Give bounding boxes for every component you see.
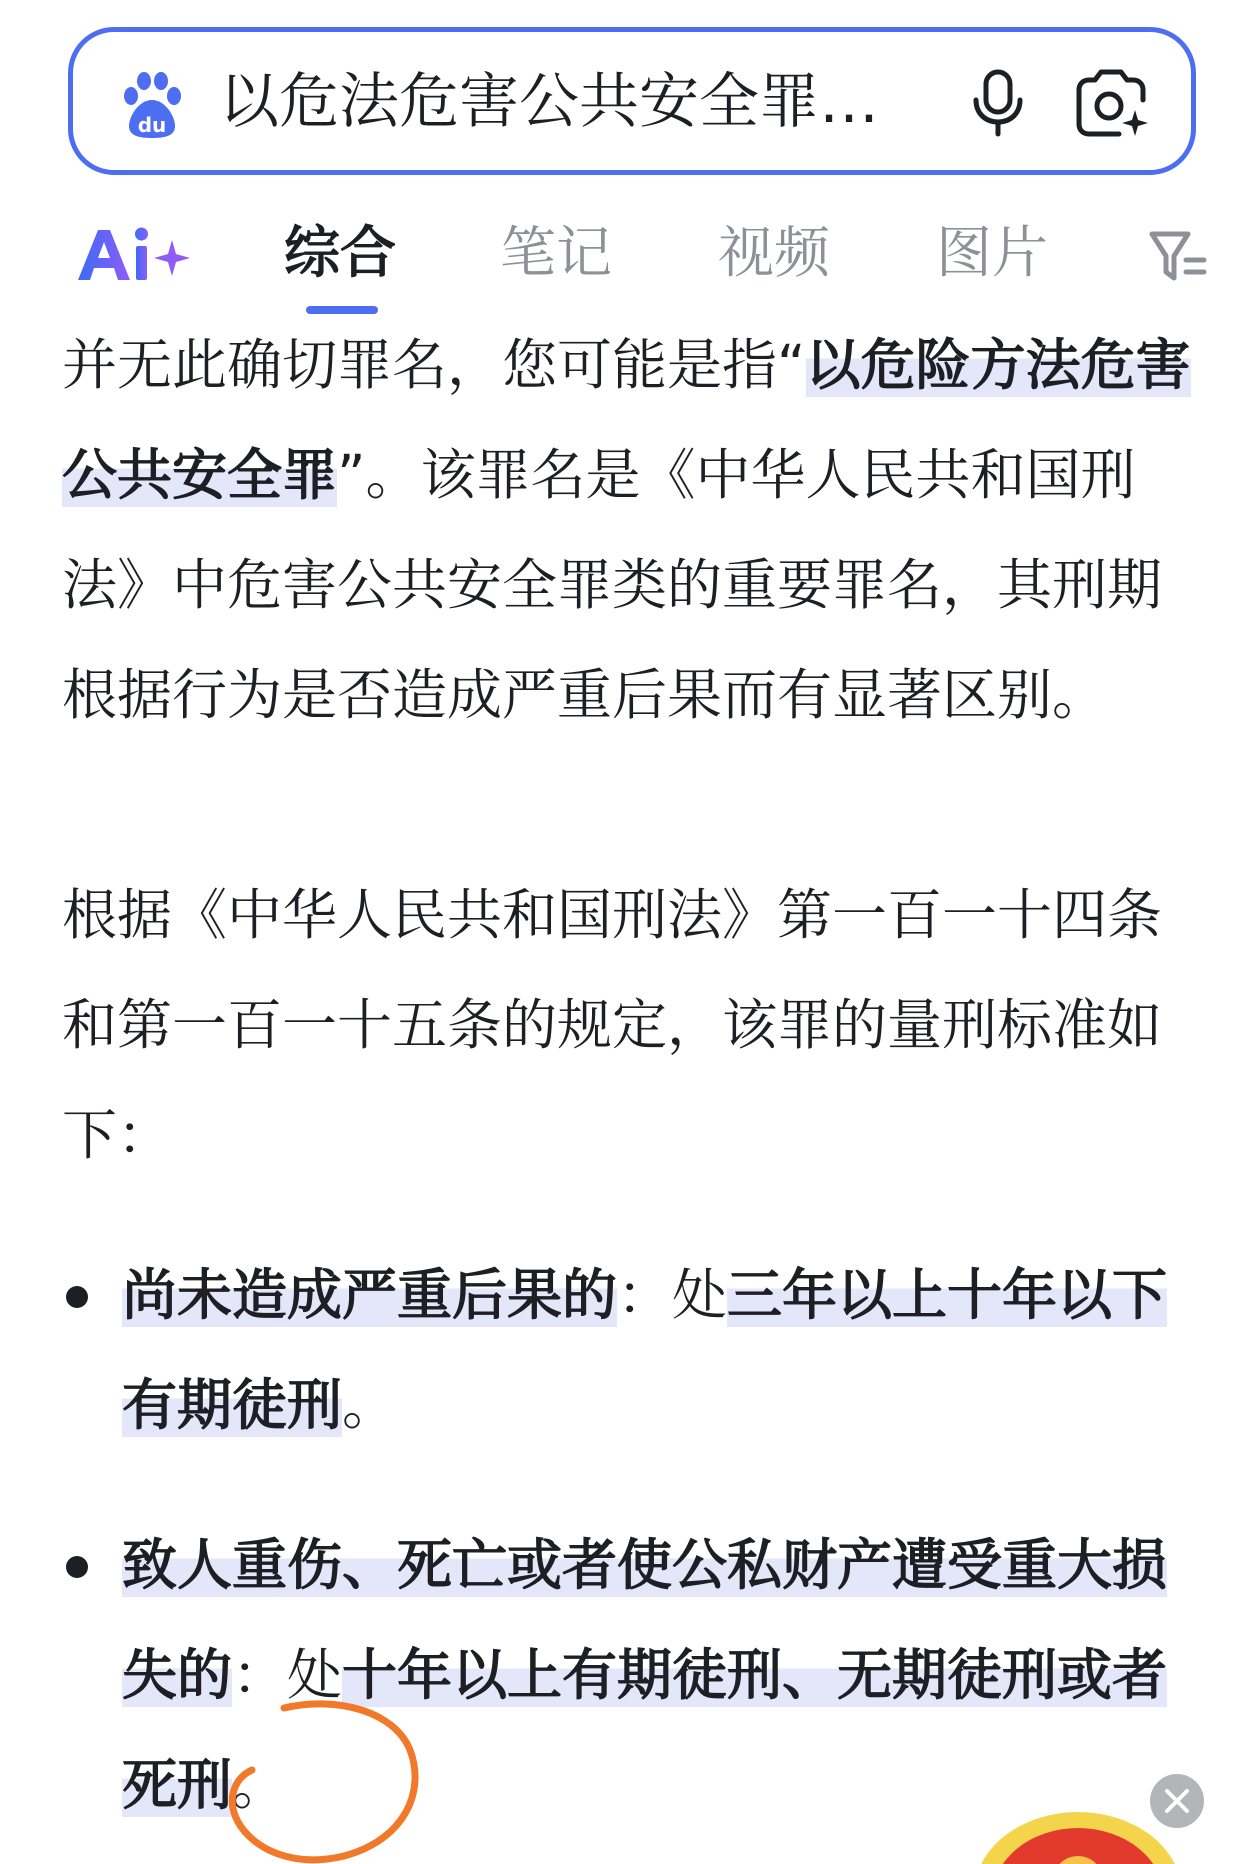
sentencing-list [62,1240,1212,1840]
search-bar[interactable] [68,27,1196,175]
tab-comprehensive[interactable]: 综合 [284,221,396,286]
camera-search-icon[interactable] [1073,66,1149,142]
highlighted-crime-name: 以危险方法危害公共安全罪 [62,333,1191,507]
bullet-dot [66,1556,88,1578]
tab-images[interactable]: 图片 [936,221,1048,286]
microphone-icon[interactable] [968,68,1028,138]
filter-icon[interactable] [1148,226,1208,286]
baidu-paw-icon [117,70,187,140]
tab-videos[interactable]: 视频 [718,221,830,286]
answer-paragraph-basis: 根据《中华人民共和国刑法》第一百一十四条和第一百一十五条的规定，该罪的量刑标准如下： [62,883,1163,1167]
search-input[interactable]: 以危法危害公共安全罪… [219,67,879,137]
ai-plus-icon[interactable] [74,222,192,288]
tab-bar [0,200,1260,310]
list-item: 尚未造成严重后果的：处三年以上十年以下有期徒刑。 [62,1240,1212,1460]
floating-promo-widget[interactable] [968,1808,1188,1864]
tab-notes[interactable]: 笔记 [500,221,612,286]
list-item: 致人重伤、死亡或者使公私财产遭受重大损失的：处十年以上有期徒刑、无期徒刑或者死刑。 [62,1510,1212,1840]
svg-text:du: du [137,113,167,137]
answer-paragraph-intro: 并无此确切罪名，您可能是指“以危险方法危害公共安全罪”。该罪名是《中华人民共和国刑法》中危害公共安全罪类的重要罪名，其刑期根据行为是否造成严重后果而有显著区别。 [62,333,1191,727]
ai-answer [62,310,1212,1840]
bullet-dot [66,1286,88,1308]
